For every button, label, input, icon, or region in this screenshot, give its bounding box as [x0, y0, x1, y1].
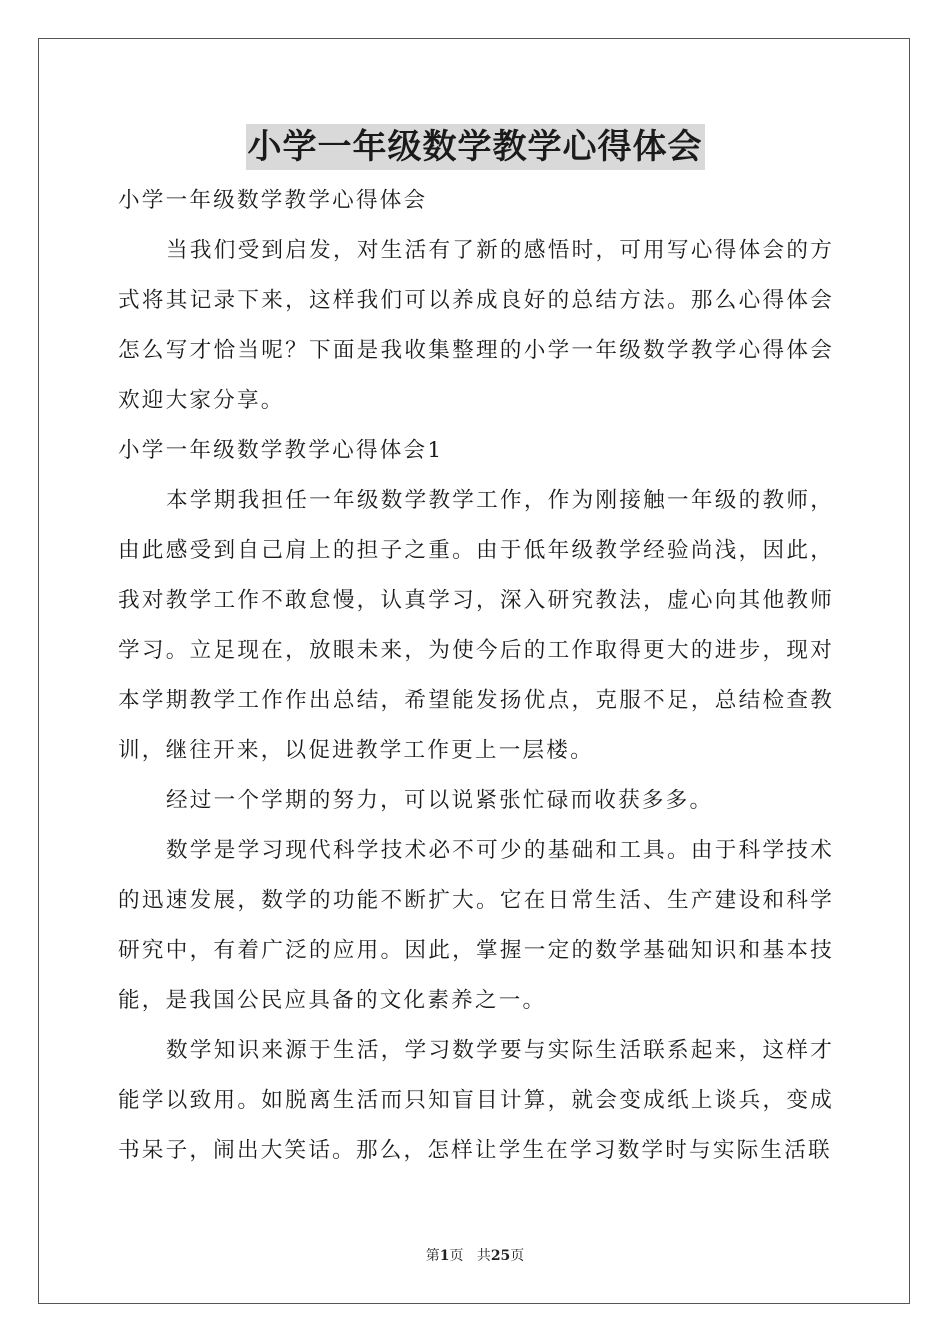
section-heading: 小学一年级数学教学心得体会1 [118, 438, 444, 463]
intro-paragraph: 当我们受到启发，对生活有了新的感悟时，可用写心得体会的方式将其记录下来，这样我们可以养成良好的总结方法。那么心得体会怎么写才恰当呢？下面是我收集整理的小学一年级数学教学心得体会欢迎大家分享。 [118, 238, 834, 413]
document-title: 小学一年级数学教学心得体会 [246, 124, 705, 170]
total-suffix: 页 [510, 1248, 525, 1264]
total-prefix: 共 [476, 1248, 491, 1264]
page-number: 1 [439, 1248, 450, 1264]
body-paragraph: 本学期我担任一年级数学教学工作，作为刚接触一年级的教师，由此感受到自己肩上的担子之重。由于低年级教学经验尚浅，因此，我对教学工作不敢怠慢，认真学习，深入研究教法，虚心向其他教师学习。立足现在，放眼未来，为使今后的工作取得更大的进步，现对本学期教学工作作出总结，希望能发扬优点，克服不足，总结检查教训，继往开来，以促进教学工作更上一层楼。 [118, 488, 834, 763]
page-suffix: 页 [449, 1248, 464, 1264]
body-paragraph: 经过一个学期的努力，可以说紧张忙碌而收获多多。 [166, 788, 714, 813]
title-container [0, 124, 950, 170]
body-paragraph: 数学知识来源于生活，学习数学要与实际生活联系起来，这样才能学以致用。如脱离生活而只知盲目计算，就会变成纸上谈兵，变成书呆子，闹出大笑话。那么，怎样让学生在学习数学时与实际生活联 [118, 1038, 834, 1163]
subtitle-paragraph: 小学一年级数学教学心得体会 [118, 188, 428, 213]
total-pages: 25 [490, 1248, 511, 1264]
body-paragraph: 数学是学习现代科学技术必不可少的基础和工具。由于科学技术的迅速发展，数学的功能不断扩大。它在日常生活、生产建设和科学研究中，有着广泛的应用。因此，掌握一定的数学基础知识和基本技能，是我国公民应具备的文化素养之一。 [118, 838, 834, 1013]
document-body [118, 176, 834, 1176]
page-prefix: 第 [425, 1248, 440, 1264]
page-footer [0, 1246, 950, 1266]
